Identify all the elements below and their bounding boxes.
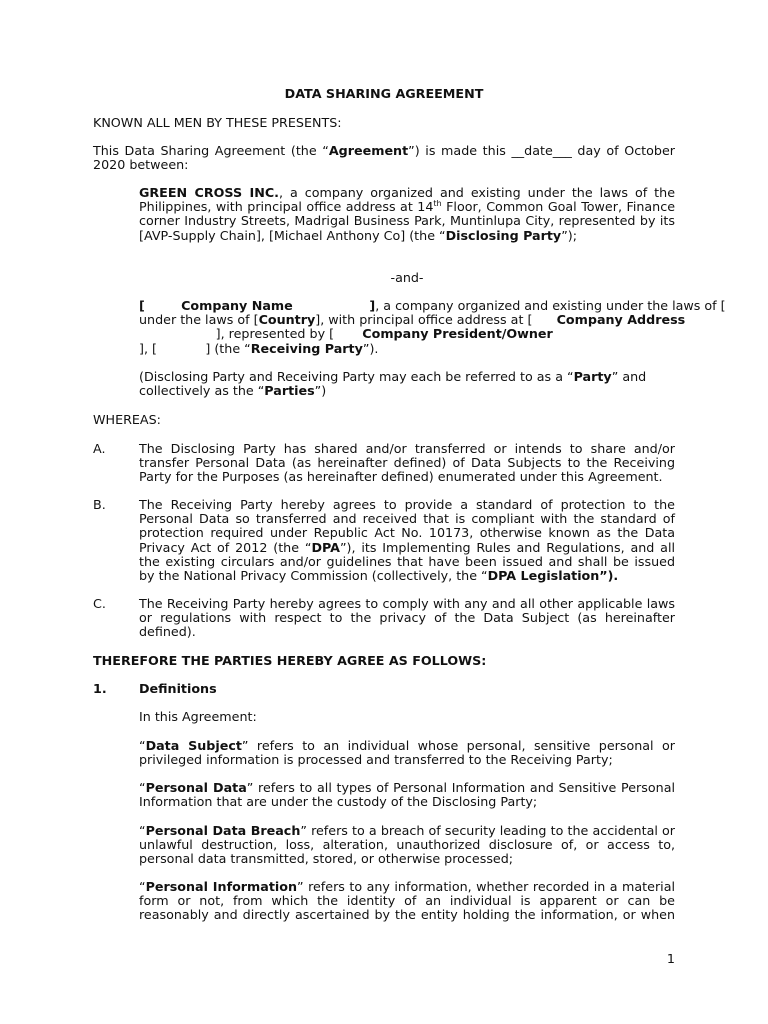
section-1-intro: In this Agreement:: [139, 709, 257, 724]
document-title: DATA SHARING AGREEMENT: [284, 86, 484, 101]
and-separator: -and-: [390, 270, 424, 285]
term-party: Party: [573, 369, 612, 384]
term-dpa-legislation: DPA Legislation: [487, 568, 600, 584]
term-disclosing-party: Disclosing Party: [445, 227, 562, 243]
known-all-men: KNOWN ALL MEN BY THESE PRESENTS:: [93, 115, 342, 130]
term-receiving-party: Receiving Party: [250, 340, 363, 356]
placeholder-company-name: Company Name: [181, 298, 293, 313]
party-disclosing: GREEN CROSS INC., a company organized and existing under the laws of the Philippines, with principal office address at 14th Floor, Common Goal Tower, Finance corner Industry Streets, Madrigal Business Park, Muntinlupa City, represented by its [AVP-Supply Chain], [Michael Anthony Co] (the “Disclosing Party”);: [139, 185, 675, 243]
whereas-heading: WHEREAS:: [93, 412, 161, 427]
therefore-heading: THEREFORE THE PARTIES HEREBY AGREE AS FOLLOWS:: [93, 653, 487, 668]
term-personal-information: Personal Information: [145, 879, 298, 894]
term-data-subject: Data Subject: [145, 738, 242, 753]
definition-personal-information: “Personal Information” refers to any information, whether recorded in a material form or not, from which the identity of an individual is apparent or can be reasonably and directly ascertained by the entity holding the information, or when: [139, 879, 676, 923]
placeholder-president: Company President/Owner: [362, 326, 553, 342]
section-1-number: 1.: [93, 681, 107, 696]
recital-a: The Disclosing Party has shared and/or transferred or intends to share and/or transfer Personal Data (as hereinafter defined) of Data Subjects to the Receiving Party for the Purposes (as hereinafter defined) enumerated under this Agreement.: [139, 441, 675, 485]
definition-personal-data-breach: “Personal Data Breach” refers to a breach of security leading to the accidental or unlawful destruction, loss, alteration, unauthorized disclosure of, or access to, personal data transmitted, stored, or otherwise processed;: [139, 823, 675, 867]
recital-c: The Receiving Party hereby agrees to comply with any and all other applicable laws or regulations with respect to the privacy of the Data Subject (as hereinafter defined).: [139, 596, 675, 640]
term-personal-data: Personal Data: [145, 780, 247, 795]
party-name-green-cross: GREEN CROSS INC.: [139, 185, 279, 200]
definition-data-subject: “Data Subject” refers to an individual whose personal, sensitive personal or privileged information is processed and transferred to the Receiving Party;: [139, 738, 675, 768]
term-personal-data-breach: Personal Data Breach: [145, 823, 301, 838]
placeholder-address: Company Address: [556, 312, 686, 328]
definition-personal-data: “Personal Data” refers to all types of Personal Information and Sensitive Personal Information that are under the custody of the Disclosing Party;: [139, 780, 675, 810]
recital-c-label: C.: [93, 596, 106, 611]
placeholder-country: Country: [258, 312, 316, 328]
recital-b: The Receiving Party hereby agrees to provide a standard of protection to the Personal Data so transferred and received that is compliant with the standard of protection required under Republic Act No. 10173, otherwise known as the Data Privacy Act of 2012 (the “DPA”), its Implementing Rules and Regulations, and all the existing circulars and/or guidelines that have been issued and shall be issued by the National Privacy Commission (collectively, the “DPA Legislation”).: [139, 497, 675, 584]
section-1-title: Definitions: [139, 681, 217, 696]
party-receiving: [ Company Name ], a company organized and existing under the laws of [ under the laws of [Country], with principal office address at [ Company Address ], represented by [ Company President/Owner ], [ ] (the “Receiving Party”).: [139, 298, 726, 356]
page-number: 1: [666, 951, 675, 966]
term-agreement: Agreement: [328, 143, 409, 158]
parties-reference: (Disclosing Party and Receiving Party may each be referred to as a “Party” and collectively as the “Parties”): [139, 369, 647, 399]
recital-b-label: B.: [93, 497, 106, 512]
intro-paragraph: This Data Sharing Agreement (the “Agreement”) is made this __date___ day of October 2020 between:: [93, 143, 675, 173]
term-dpa: DPA: [311, 539, 340, 555]
recital-a-label: A.: [93, 441, 106, 456]
term-parties: Parties: [264, 383, 315, 399]
